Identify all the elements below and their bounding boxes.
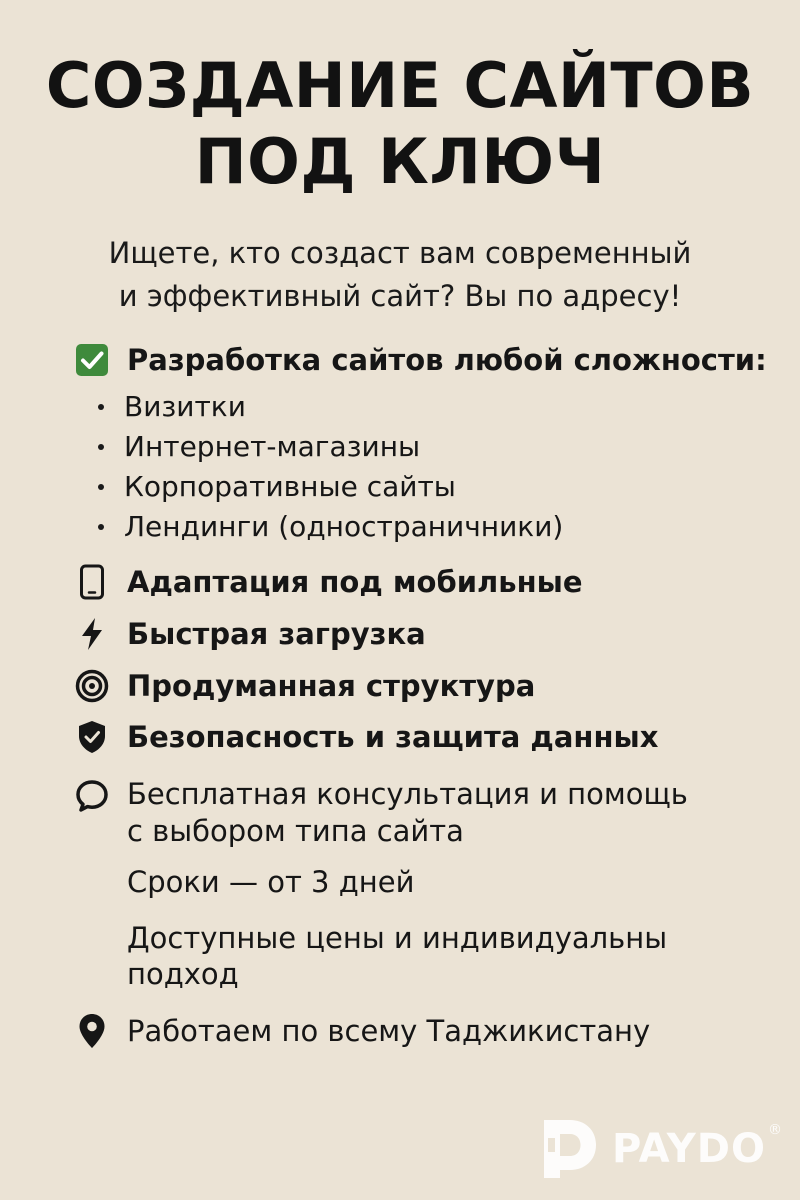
feature-label: Безопасность и защита данных	[127, 720, 659, 754]
check-box-icon	[74, 342, 110, 378]
shield-check-icon	[74, 719, 110, 755]
deadline-label: Сроки — от 3 дней	[127, 865, 415, 899]
target-icon	[74, 668, 110, 704]
pricing-text	[127, 920, 667, 992]
deadline-text	[127, 864, 414, 900]
paydo-logo-mark-icon	[538, 1116, 602, 1182]
headline	[0, 48, 800, 200]
registered-mark: ®	[767, 1122, 782, 1138]
subtitle-line-1: Ищете, кто создаст вам современный	[108, 236, 692, 270]
paydo-logo-text: PAYDO	[612, 1126, 766, 1172]
consultation-item	[74, 776, 688, 850]
site-type-label: Корпоративные сайты	[124, 470, 456, 503]
chat-bubble-icon	[74, 778, 110, 814]
consultation-line-1: Бесплатная консультация и помощь	[127, 777, 688, 811]
smartphone-icon	[74, 564, 110, 600]
paydo-logo	[538, 1116, 782, 1182]
site-type-label: Визитки	[124, 390, 246, 423]
lightning-icon	[74, 616, 110, 652]
bullet-dot	[98, 524, 104, 530]
subtitle-line-2: и эффективный сайт? Вы по адресу!	[118, 279, 682, 313]
map-pin-icon	[74, 1013, 110, 1049]
location-label: Работаем по всему Таджикистану	[127, 1014, 651, 1048]
feature-label: Продуманная структура	[127, 669, 536, 703]
bullet-dot	[98, 484, 104, 490]
pricing-line-1: Доступные цены и индивидуальны	[127, 921, 668, 955]
feature-label: Быстрая загрузка	[127, 617, 426, 651]
site-type-label: Лендинги (одностраничники)	[124, 510, 564, 543]
headline-line-1: СОЗДАНИЕ САЙТОВ	[45, 49, 755, 122]
bullet-dot	[98, 404, 104, 410]
headline-line-2: ПОД КЛЮЧ	[194, 125, 606, 198]
feature-security	[74, 719, 658, 755]
list-item	[98, 430, 420, 463]
bullet-dot	[98, 444, 104, 450]
site-type-label: Интернет-магазины	[124, 430, 421, 463]
list-item	[98, 390, 246, 423]
location-item	[74, 1013, 650, 1049]
list-item	[98, 470, 456, 503]
feature-structure	[74, 668, 535, 704]
subtitle	[0, 232, 800, 318]
consultation-text	[127, 776, 688, 850]
feature-mobile	[74, 564, 583, 600]
consultation-line-2: с выбором типа сайта	[127, 814, 464, 848]
list-item	[98, 510, 563, 543]
development-label: Разработка сайтов любой сложности:	[127, 343, 767, 377]
pricing-line-2: подход	[127, 957, 239, 991]
development-item	[74, 342, 767, 378]
feature-speed	[74, 616, 426, 652]
feature-label: Адаптация под мобильные	[127, 565, 583, 599]
